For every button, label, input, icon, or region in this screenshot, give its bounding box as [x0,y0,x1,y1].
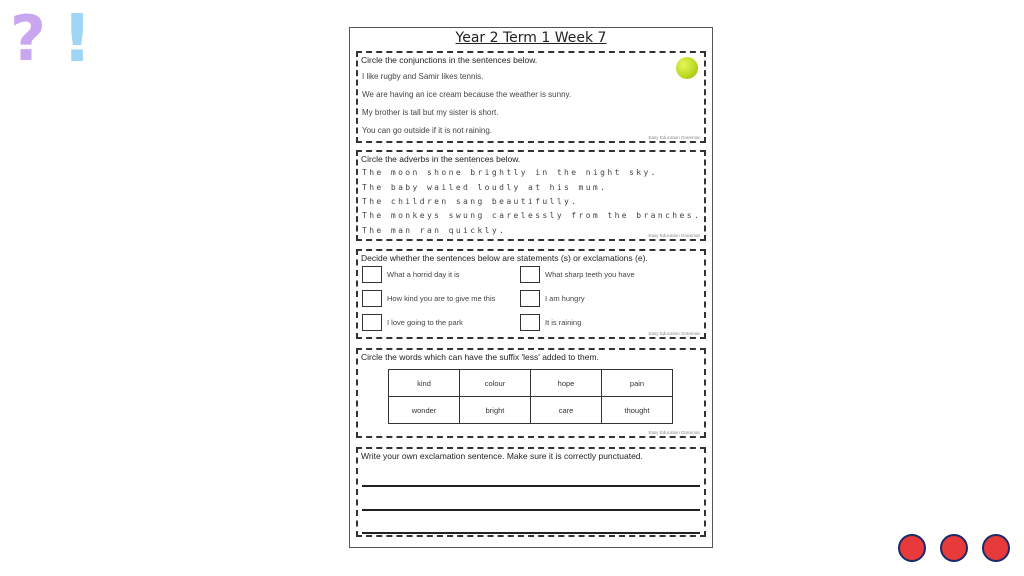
word-cell[interactable]: bright [460,397,531,424]
answer-box[interactable] [520,290,540,307]
credit-text: Easy Education Grammar [648,233,700,238]
statements-instruction: Decide whether the sentences below are statements (s) or exclamations (e). [361,253,648,263]
nav-dot[interactable] [898,534,926,562]
answer-box[interactable] [362,290,382,307]
conjunction-sentence-1: I like rugby and Samir likes tennis. [362,72,484,81]
writing-line[interactable] [362,509,700,511]
word-cell[interactable]: hope [531,370,602,397]
suffix-instruction: Circle the words which can have the suffix 'less' added to them. [361,352,599,362]
answer-box[interactable] [362,266,382,283]
conjunctions-section [356,51,706,143]
exclamation-mark-decoration: ! [62,0,93,77]
answer-box[interactable] [520,266,540,283]
exclamation-section [356,447,706,537]
word-cell[interactable]: kind [389,370,460,397]
writing-line[interactable] [362,532,700,534]
adverb-sentence-1: The moon shone brightly in the night sky. [362,168,658,177]
statement-item-4: What sharp teeth you have [520,266,635,283]
question-mark-decoration: ? [10,2,46,75]
conjunction-sentence-3: My brother is tall but my sister is short. [362,108,499,117]
word-grid [388,369,673,424]
exclamation-instruction: Write your own exclamation sentence. Make sure it is correctly punctuated. [361,451,643,461]
statement-item-3: I love going to the park [362,314,463,331]
word-cell[interactable]: care [531,397,602,424]
writing-line[interactable] [362,485,700,487]
credit-text: Easy Education Grammar [648,331,700,336]
adverb-sentence-5: The man ran quickly. [362,226,507,235]
credit-text: Easy Education Grammar [648,430,700,435]
word-cell[interactable]: thought [602,397,673,424]
nav-dot[interactable] [982,534,1010,562]
adverbs-section [356,150,706,241]
conjunction-sentence-2: We are having an ice cream because the weather is sunny. [362,90,572,99]
suffix-section [356,348,706,438]
statements-section [356,249,706,339]
conjunction-sentence-4: You can go outside if it is not raining. [362,126,493,135]
answer-box[interactable] [362,314,382,331]
credit-text: Easy Education Grammar [648,135,700,140]
answer-box[interactable] [520,314,540,331]
statement-item-6: It is raining [520,314,581,331]
tennis-ball-icon [676,57,698,79]
slide-nav-dots [898,534,1010,562]
adverbs-instruction: Circle the adverbs in the sentences below. [361,154,521,164]
word-cell[interactable]: pain [602,370,673,397]
adverb-sentence-3: The children sang beautifully. [362,197,579,206]
statement-item-2: How kind you are to give me this [362,290,495,307]
nav-dot[interactable] [940,534,968,562]
word-cell[interactable]: colour [460,370,531,397]
word-cell[interactable]: wonder [389,397,460,424]
adverb-sentence-2: The baby wailed loudly at his mum. [362,183,608,192]
statement-item-5: I am hungry [520,290,585,307]
statement-item-1: What a horrid day it is [362,266,460,283]
adverb-sentence-4: The monkeys swung carelessly from the branches. [362,211,702,220]
worksheet-title: Year 2 Term 1 Week 7 [455,30,607,46]
worksheet [349,27,713,548]
conjunctions-instruction: Circle the conjunctions in the sentences below. [361,55,538,65]
